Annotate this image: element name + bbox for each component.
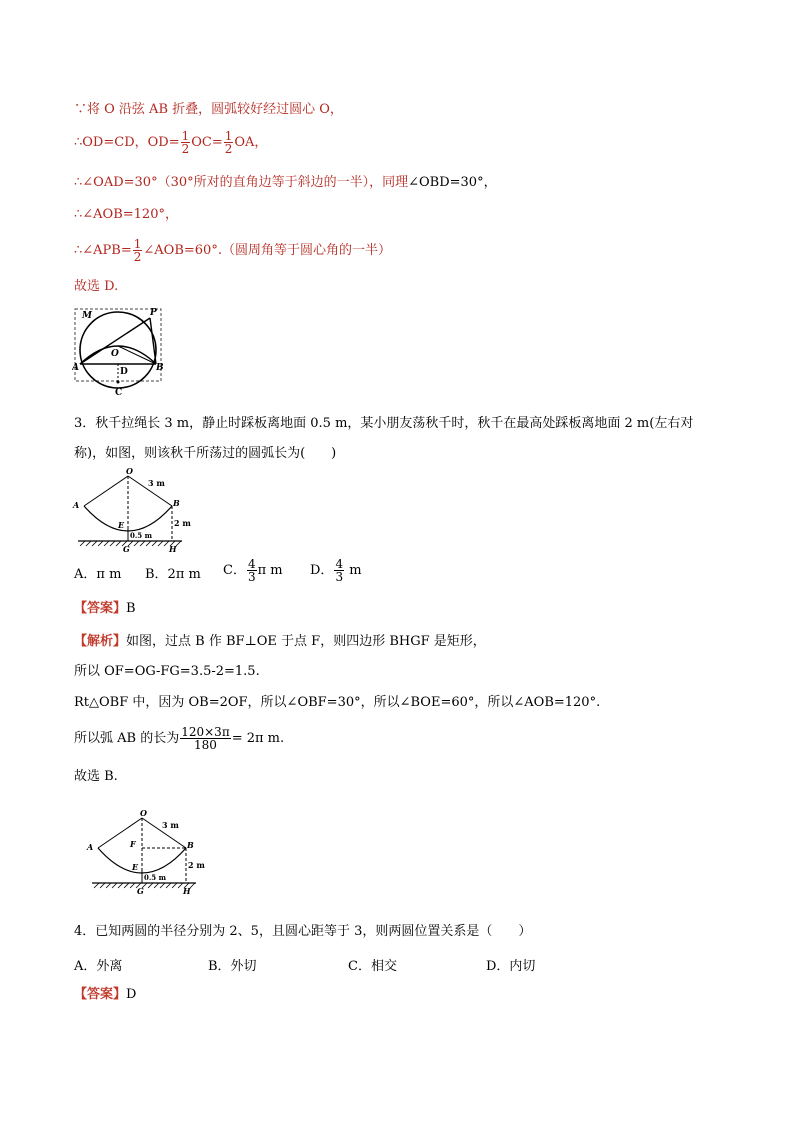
- ground-hatch: [94, 883, 195, 888]
- sol2-line-2-text-a: ∴OD=CD，OD=: [74, 135, 180, 150]
- q3-conclusion: 故选 B.: [74, 769, 118, 784]
- label-f: F: [130, 839, 136, 849]
- q4-stem: 4．已知两圆的半径分别为 2、5，且圆心距等于 3，则两圆位置关系是（ ）: [74, 924, 532, 939]
- point-c: [117, 381, 120, 384]
- q4-answer: [74, 986, 136, 1004]
- label-b: B: [173, 498, 180, 508]
- label-height: 2 m: [188, 860, 205, 870]
- option-d-label: D．: [310, 563, 334, 578]
- label-height: 2 m: [174, 518, 191, 528]
- label-g: G: [123, 544, 130, 554]
- label-a: A: [72, 363, 79, 373]
- option-c-unit: π m: [257, 563, 283, 578]
- sol2-line-2: [74, 130, 267, 155]
- sol2-line-3: [74, 174, 497, 192]
- q3-analysis-4: [74, 726, 284, 751]
- fraction-numerator: 1: [224, 129, 233, 143]
- label-b: B: [156, 363, 164, 373]
- label-rope: 3 m: [162, 820, 179, 830]
- sol2-line-2-text-b: OC=: [191, 135, 223, 150]
- label-e: E: [132, 862, 139, 872]
- q3-stem-line-1: 3．秋千拉绳长 3 m，静止时踩板离地面 0.5 m，某小朋友荡秋千时，秋千在最高处踩板离地面 2 m(左右对: [74, 416, 694, 431]
- label-a: A: [87, 842, 94, 852]
- sol2-line-3-text-b: ∠OBD=30°，: [408, 175, 497, 190]
- label-d: D: [120, 367, 128, 377]
- fraction-numerator: 1: [133, 237, 142, 251]
- label-base: 0.5 m: [130, 531, 153, 540]
- q3-analysis-1: [74, 633, 486, 651]
- q4-option-c[interactable]: C．相交: [348, 959, 397, 974]
- swing-figure: [70, 466, 194, 554]
- option-d-fraction: [334, 558, 344, 583]
- q3-analysis-3: Rt△OBF 中，因为 OB=2OF，所以∠OBF=30°，所以∠BOE=60°，所以∠AOB=120°.: [74, 695, 601, 710]
- ground-hatch: [80, 541, 181, 546]
- q4-option-a[interactable]: A．外离: [74, 959, 123, 974]
- sol2-line-5: [74, 238, 391, 263]
- fraction-numerator: 4: [335, 557, 344, 571]
- label-p: P: [150, 308, 157, 318]
- sol2-line-5-text-a: ∴∠APB=: [74, 243, 132, 258]
- fraction-denominator: 3: [247, 570, 256, 584]
- fraction-denominator: 180: [194, 738, 217, 752]
- answer-tag: 【答案】: [74, 601, 127, 616]
- option-d-unit: m: [345, 563, 362, 578]
- label-rope: 3 m: [148, 478, 165, 488]
- answer-value: B: [126, 601, 136, 616]
- analysis-text: 如图，过点 B 作 BF⊥OE 于点 F，则四边形 BHGF 是矩形，: [126, 634, 486, 649]
- label-h: H: [169, 544, 177, 554]
- label-b: B: [187, 840, 194, 850]
- fraction-numerator: 4: [247, 557, 256, 571]
- fraction-half-2: [224, 130, 234, 155]
- sol2-line-4: ∴∠AOB=120°，: [74, 207, 178, 222]
- line-ob: [118, 346, 156, 364]
- sol2-conclusion: 故选 D.: [74, 279, 119, 294]
- circle-fold-figure: [72, 306, 168, 398]
- label-o: O: [140, 808, 147, 818]
- fraction-denominator: 2: [224, 142, 233, 156]
- analysis-4-result: = 2π m.: [231, 731, 285, 746]
- label-e: E: [118, 520, 125, 530]
- q3-analysis-2: 所以 OF=OG-FG=3.5-2=1.5.: [74, 664, 260, 679]
- sol2-line-5-text-b: ∠AOB=60°.（圆周角等于圆心角的一半）: [143, 243, 391, 258]
- fraction-numerator: 1: [181, 129, 190, 143]
- q3-option-d[interactable]: [310, 558, 362, 583]
- sol2-line-3-text-a: ∴∠OAD=30°（30°所对的直角边等于斜边的一半），同理: [74, 175, 409, 190]
- q3-option-a[interactable]: A．π m: [74, 567, 122, 582]
- label-m: M: [82, 311, 92, 321]
- analysis-tag: 【解析】: [74, 634, 127, 649]
- q3-answer: [74, 600, 136, 618]
- label-a: A: [73, 500, 80, 510]
- q3-option-b[interactable]: B．2π m: [145, 567, 201, 582]
- label-o: O: [111, 349, 119, 359]
- option-c-fraction: [247, 558, 257, 583]
- fraction-denominator: 2: [133, 250, 142, 264]
- fraction-half-1: [181, 130, 191, 155]
- label-g: G: [137, 886, 144, 896]
- q3-option-c[interactable]: [223, 558, 283, 583]
- rope-oa: [84, 476, 128, 506]
- swing-figure-with-f: [84, 806, 208, 896]
- fraction-half-3: [133, 238, 143, 263]
- label-base: 0.5 m: [144, 873, 167, 882]
- fraction-numerator: 120×3π: [181, 725, 230, 739]
- label-h: H: [183, 886, 191, 896]
- sol2-line-2-text-c: OA，: [234, 135, 268, 150]
- label-c: C: [115, 388, 123, 398]
- answer-value: D: [126, 987, 137, 1002]
- q4-option-b[interactable]: B．外切: [208, 959, 257, 974]
- option-c-label: C．: [223, 563, 246, 578]
- label-o: O: [126, 466, 133, 476]
- sol2-line-1: ∵将 O 沿弦 AB 折叠，圆弧较好经过圆心 O，: [74, 102, 343, 117]
- q3-stem-line-2: 称)，如图，则该秋千所荡过的圆弧长为( ): [74, 446, 337, 461]
- analysis-4-text: 所以弧 AB 的长为: [74, 731, 180, 746]
- q4-option-d[interactable]: D．内切: [486, 959, 536, 974]
- arc-length-fraction: [180, 726, 230, 751]
- answer-tag: 【答案】: [74, 987, 127, 1002]
- fraction-denominator: 3: [335, 570, 344, 584]
- fraction-denominator: 2: [181, 142, 190, 156]
